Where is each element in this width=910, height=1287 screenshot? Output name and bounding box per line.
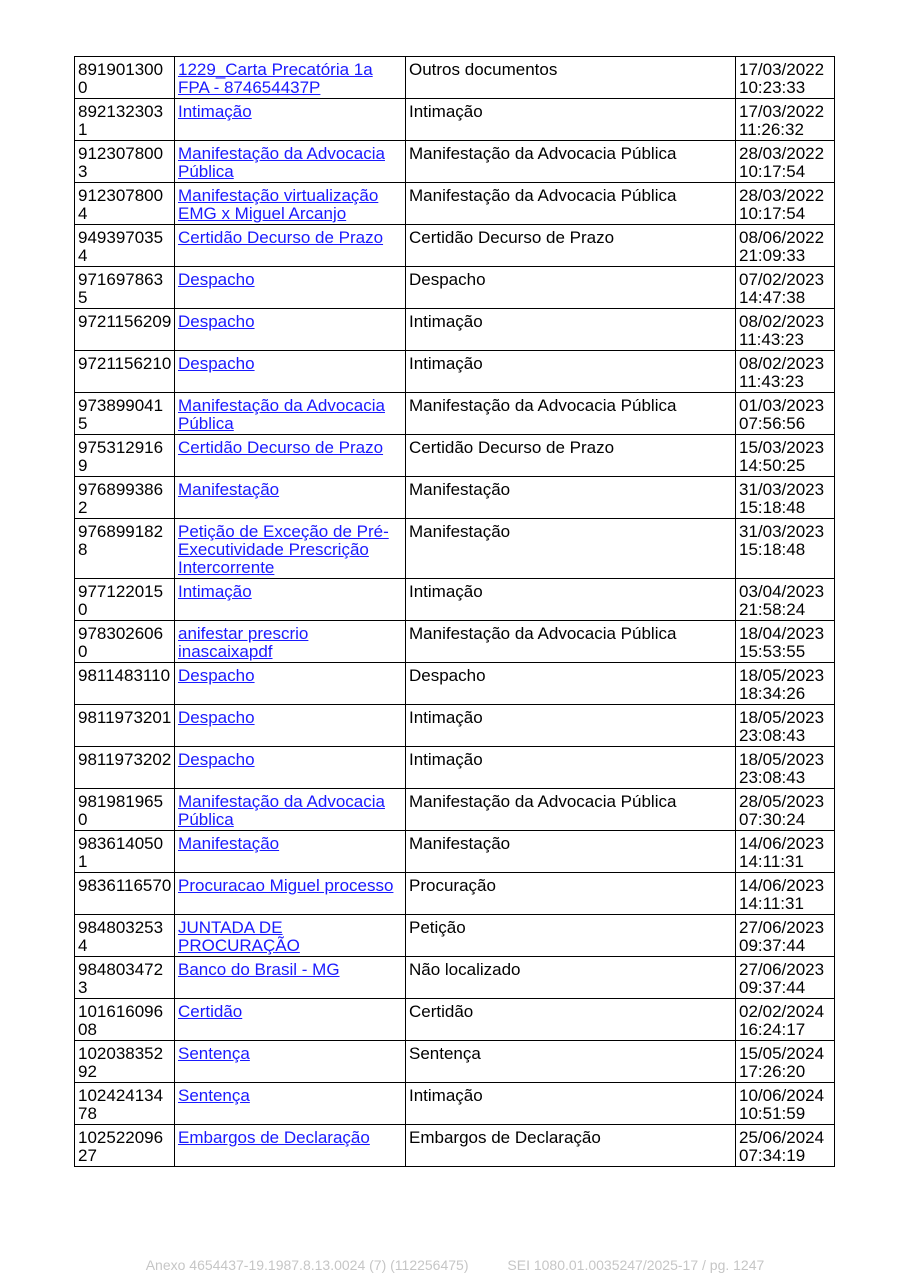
table-row xyxy=(75,957,835,999)
document-id: 9753129169 xyxy=(78,438,164,475)
document-link[interactable]: anifestar prescrio inascaixapdf xyxy=(178,624,309,661)
document-id-cell xyxy=(75,393,175,435)
document-type-cell xyxy=(406,1125,736,1167)
document-link[interactable]: Despacho xyxy=(178,666,255,685)
document-id-cell xyxy=(75,267,175,309)
document-type-cell xyxy=(406,915,736,957)
document-link-cell xyxy=(175,519,406,579)
document-link[interactable]: Despacho xyxy=(178,312,255,331)
document-link-cell xyxy=(175,747,406,789)
document-id-cell xyxy=(75,957,175,999)
document-id: 9716978635 xyxy=(78,270,164,307)
document-id: 9493970354 xyxy=(78,228,164,265)
document-id-cell xyxy=(75,579,175,621)
document-date-cell xyxy=(736,1125,835,1167)
table-row xyxy=(75,309,835,351)
document-date: 18/04/2023 15:53:55 xyxy=(739,624,825,661)
document-id-cell xyxy=(75,225,175,267)
document-link[interactable]: Manifestação xyxy=(178,480,280,499)
document-link[interactable]: Despacho xyxy=(178,750,255,769)
document-date: 31/03/2023 15:18:48 xyxy=(739,522,825,559)
document-date-cell xyxy=(736,393,835,435)
document-date-cell xyxy=(736,57,835,99)
document-link-cell xyxy=(175,393,406,435)
document-type-cell xyxy=(406,663,736,705)
document-date: 28/03/2022 10:17:54 xyxy=(739,144,825,181)
document-link[interactable]: Banco do Brasil - MG xyxy=(178,960,340,979)
document-type-cell xyxy=(406,435,736,477)
document-type-cell xyxy=(406,351,736,393)
document-date-cell xyxy=(736,519,835,579)
document-date-cell xyxy=(736,789,835,831)
document-date: 18/05/2023 18:34:26 xyxy=(739,666,825,703)
document-id: 9123078004 xyxy=(78,186,164,223)
document-id-cell xyxy=(75,57,175,99)
document-id: 9848034723 xyxy=(78,960,164,997)
document-id: 9771220150 xyxy=(78,582,164,619)
table-row xyxy=(75,831,835,873)
document-id-cell xyxy=(75,915,175,957)
document-type-cell xyxy=(406,183,736,225)
document-id-cell xyxy=(75,705,175,747)
document-date-cell xyxy=(736,1041,835,1083)
document-link[interactable]: Manifestação da Advocacia Pública xyxy=(178,792,385,829)
page-footer xyxy=(0,1257,910,1273)
document-type-cell xyxy=(406,705,736,747)
document-link[interactable]: Manifestação xyxy=(178,834,280,853)
document-date-cell xyxy=(736,621,835,663)
document-id-cell xyxy=(75,621,175,663)
table-row xyxy=(75,99,835,141)
documents-table-body xyxy=(75,57,835,1167)
document-date: 15/05/2024 17:26:20 xyxy=(739,1044,825,1081)
document-type-cell xyxy=(406,579,736,621)
document-type: Intimação xyxy=(409,354,483,373)
document-type: Manifestação da Advocacia Pública xyxy=(409,396,677,415)
document-link-cell xyxy=(175,309,406,351)
document-date: 28/05/2023 07:30:24 xyxy=(739,792,825,829)
document-link-cell xyxy=(175,141,406,183)
document-type: Manifestação da Advocacia Pública xyxy=(409,186,677,205)
table-row xyxy=(75,435,835,477)
document-link[interactable]: Embargos de Declaração xyxy=(178,1128,370,1147)
document-link[interactable]: Despacho xyxy=(178,354,255,373)
document-link[interactable]: Petição de Exceção de Pré-Executividade Prescrição Intercorrente xyxy=(178,522,389,577)
document-id: 9811973202 xyxy=(78,750,172,769)
document-date-cell xyxy=(736,267,835,309)
document-type-cell xyxy=(406,393,736,435)
table-row xyxy=(75,57,835,99)
document-date-cell xyxy=(736,579,835,621)
document-link[interactable]: Certidão Decurso de Prazo xyxy=(178,438,384,457)
document-type-cell xyxy=(406,99,736,141)
document-date: 15/03/2023 14:50:25 xyxy=(739,438,825,475)
document-type-cell xyxy=(406,1083,736,1125)
document-id-cell xyxy=(75,873,175,915)
document-type: Manifestação xyxy=(409,480,511,499)
document-id: 9811973201 xyxy=(78,708,172,727)
table-row xyxy=(75,789,835,831)
document-id: 10203835292 xyxy=(78,1044,164,1081)
document-id: 9123078003 xyxy=(78,144,164,181)
document-id-cell xyxy=(75,1041,175,1083)
table-row xyxy=(75,477,835,519)
document-type-cell xyxy=(406,831,736,873)
document-date-cell xyxy=(736,915,835,957)
document-id-cell xyxy=(75,999,175,1041)
document-date: 18/05/2023 23:08:43 xyxy=(739,708,825,745)
document-link-cell xyxy=(175,57,406,99)
document-type: Não localizado xyxy=(409,960,521,979)
document-date: 18/05/2023 23:08:43 xyxy=(739,750,825,787)
document-type: Certidão xyxy=(409,1002,474,1021)
document-date: 08/02/2023 11:43:23 xyxy=(739,354,825,391)
document-type-cell xyxy=(406,747,736,789)
document-link[interactable]: Certidão xyxy=(178,1002,243,1021)
table-row xyxy=(75,141,835,183)
table-row xyxy=(75,747,835,789)
document-type-cell xyxy=(406,957,736,999)
document-type: Manifestação da Advocacia Pública xyxy=(409,144,677,163)
document-id-cell xyxy=(75,1083,175,1125)
document-link-cell xyxy=(175,183,406,225)
document-date-cell xyxy=(736,141,835,183)
document-link[interactable]: Despacho xyxy=(178,708,255,727)
document-link[interactable]: Manifestação virtualização EMG x Miguel Arcanjo xyxy=(178,186,379,223)
document-id: 9836140501 xyxy=(78,834,164,871)
footer-sei: SEI 1080.01.0035247/2025-17 / pg. 1247 xyxy=(507,1257,765,1273)
table-row xyxy=(75,999,835,1041)
document-id-cell xyxy=(75,519,175,579)
document-date: 17/03/2022 11:26:32 xyxy=(739,102,825,139)
document-date: 07/02/2023 14:47:38 xyxy=(739,270,825,307)
document-id: 9848032534 xyxy=(78,918,164,955)
document-date: 01/03/2023 07:56:56 xyxy=(739,396,825,433)
document-id: 8921323031 xyxy=(78,102,164,139)
document-type-cell xyxy=(406,267,736,309)
document-link-cell xyxy=(175,831,406,873)
document-type: Certidão Decurso de Prazo xyxy=(409,438,615,457)
document-id-cell xyxy=(75,747,175,789)
document-type: Sentença xyxy=(409,1044,481,1063)
document-link-cell xyxy=(175,873,406,915)
document-type: Embargos de Declaração xyxy=(409,1128,601,1147)
document-type-cell xyxy=(406,141,736,183)
table-row xyxy=(75,1083,835,1125)
table-row xyxy=(75,267,835,309)
document-link-cell xyxy=(175,957,406,999)
document-link[interactable]: Certidão Decurso de Prazo xyxy=(178,228,384,247)
document-date: 03/04/2023 21:58:24 xyxy=(739,582,825,619)
document-type-cell xyxy=(406,225,736,267)
document-type-cell xyxy=(406,309,736,351)
document-type: Intimação xyxy=(409,750,483,769)
document-type: Procuração xyxy=(409,876,496,895)
table-row xyxy=(75,351,835,393)
document-type-cell xyxy=(406,789,736,831)
document-link[interactable]: Despacho xyxy=(178,270,255,289)
table-row xyxy=(75,1125,835,1167)
document-link-cell xyxy=(175,1083,406,1125)
table-row xyxy=(75,393,835,435)
document-link[interactable]: Intimação xyxy=(178,582,252,601)
document-type-cell xyxy=(406,519,736,579)
document-id: 9738990415 xyxy=(78,396,164,433)
document-id-cell xyxy=(75,435,175,477)
document-date: 31/03/2023 15:18:48 xyxy=(739,480,825,517)
table-row xyxy=(75,873,835,915)
document-link-cell xyxy=(175,225,406,267)
document-date-cell xyxy=(736,351,835,393)
table-row xyxy=(75,225,835,267)
document-type: Outros documentos xyxy=(409,60,558,79)
table-row xyxy=(75,1041,835,1083)
document-link-cell xyxy=(175,267,406,309)
document-id-cell xyxy=(75,831,175,873)
document-link-cell xyxy=(175,789,406,831)
document-id-cell xyxy=(75,663,175,705)
document-id: 9721156210 xyxy=(78,354,172,373)
document-type: Manifestação da Advocacia Pública xyxy=(409,624,677,643)
document-link[interactable]: 1229_Carta Precatória 1a FPA - 874654437P xyxy=(178,60,373,97)
document-date-cell xyxy=(736,999,835,1041)
document-id: 9768993862 xyxy=(78,480,164,517)
document-link-cell xyxy=(175,915,406,957)
documents-table xyxy=(74,56,835,1167)
document-link[interactable]: JUNTADA DE PROCURAÇÃO xyxy=(178,918,300,955)
document-id-cell xyxy=(75,309,175,351)
footer-annex: Anexo 4654437-19.1987.8.13.0024 (7) (112256475) xyxy=(145,1257,469,1273)
document-link[interactable]: Intimação xyxy=(178,102,252,121)
document-id-cell xyxy=(75,789,175,831)
document-date-cell xyxy=(736,957,835,999)
document-id: 9819819650 xyxy=(78,792,164,829)
document-link-cell xyxy=(175,1125,406,1167)
document-id-cell xyxy=(75,183,175,225)
document-type: Manifestação xyxy=(409,834,511,853)
document-date-cell xyxy=(736,183,835,225)
document-date: 14/06/2023 14:11:31 xyxy=(739,834,825,871)
document-type: Petição xyxy=(409,918,466,937)
document-date: 25/06/2024 07:34:19 xyxy=(739,1128,825,1165)
document-link-cell xyxy=(175,705,406,747)
document-id: 9768991828 xyxy=(78,522,164,559)
document-type: Intimação xyxy=(409,582,483,601)
document-date-cell xyxy=(736,1083,835,1125)
document-id-cell xyxy=(75,1125,175,1167)
document-link-cell xyxy=(175,477,406,519)
document-date: 08/06/2022 21:09:33 xyxy=(739,228,825,265)
document-date-cell xyxy=(736,747,835,789)
document-type: Despacho xyxy=(409,270,486,289)
document-date-cell xyxy=(736,309,835,351)
document-link[interactable]: Manifestação da Advocacia Pública xyxy=(178,396,385,433)
document-link[interactable]: Manifestação da Advocacia Pública xyxy=(178,144,385,181)
document-date-cell xyxy=(736,435,835,477)
document-date-cell xyxy=(736,663,835,705)
document-type-cell xyxy=(406,57,736,99)
document-link-cell xyxy=(175,621,406,663)
document-id: 8919013000 xyxy=(78,60,164,97)
document-date: 08/02/2023 11:43:23 xyxy=(739,312,825,349)
document-date: 10/06/2024 10:51:59 xyxy=(739,1086,825,1123)
document-id: 10252209627 xyxy=(78,1128,164,1165)
document-link-cell xyxy=(175,351,406,393)
document-id: 9811483110 xyxy=(78,666,171,685)
document-id: 9783026060 xyxy=(78,624,164,661)
document-link-cell xyxy=(175,663,406,705)
document-type: Intimação xyxy=(409,102,483,121)
document-type-cell xyxy=(406,621,736,663)
document-id: 10242413478 xyxy=(78,1086,164,1123)
document-id: 9721156209 xyxy=(78,312,172,331)
document-link[interactable]: Sentença xyxy=(178,1044,250,1063)
document-id-cell xyxy=(75,141,175,183)
document-date-cell xyxy=(736,831,835,873)
document-date: 02/02/2024 16:24:17 xyxy=(739,1002,825,1039)
table-row xyxy=(75,621,835,663)
document-date: 14/06/2023 14:11:31 xyxy=(739,876,825,913)
table-row xyxy=(75,519,835,579)
document-link-cell xyxy=(175,99,406,141)
document-link-cell xyxy=(175,435,406,477)
document-type-cell xyxy=(406,1041,736,1083)
document-type: Intimação xyxy=(409,1086,483,1105)
document-id-cell xyxy=(75,351,175,393)
table-row xyxy=(75,915,835,957)
document-type: Certidão Decurso de Prazo xyxy=(409,228,615,247)
document-date-cell xyxy=(736,873,835,915)
document-type-cell xyxy=(406,477,736,519)
table-row xyxy=(75,579,835,621)
table-row xyxy=(75,183,835,225)
document-link-cell xyxy=(175,579,406,621)
document-type: Despacho xyxy=(409,666,486,685)
document-id: 10161609608 xyxy=(78,1002,164,1039)
document-link-cell xyxy=(175,1041,406,1083)
document-type: Manifestação xyxy=(409,522,511,541)
table-row xyxy=(75,705,835,747)
document-date-cell xyxy=(736,225,835,267)
document-date: 28/03/2022 10:17:54 xyxy=(739,186,825,223)
document-type: Intimação xyxy=(409,312,483,331)
table-row xyxy=(75,663,835,705)
document-type: Manifestação da Advocacia Pública xyxy=(409,792,677,811)
document-date-cell xyxy=(736,705,835,747)
document-date: 27/06/2023 09:37:44 xyxy=(739,960,825,997)
document-id: 9836116570 xyxy=(78,876,172,895)
document-date-cell xyxy=(736,99,835,141)
document-link[interactable]: Sentença xyxy=(178,1086,250,1105)
document-type-cell xyxy=(406,999,736,1041)
document-date: 17/03/2022 10:23:33 xyxy=(739,60,825,97)
document-link-cell xyxy=(175,999,406,1041)
document-date: 27/06/2023 09:37:44 xyxy=(739,918,825,955)
document-id-cell xyxy=(75,477,175,519)
document-type-cell xyxy=(406,873,736,915)
document-type: Intimação xyxy=(409,708,483,727)
document-date-cell xyxy=(736,477,835,519)
document-link[interactable]: Procuracao Miguel processo xyxy=(178,876,394,895)
document-id-cell xyxy=(75,99,175,141)
